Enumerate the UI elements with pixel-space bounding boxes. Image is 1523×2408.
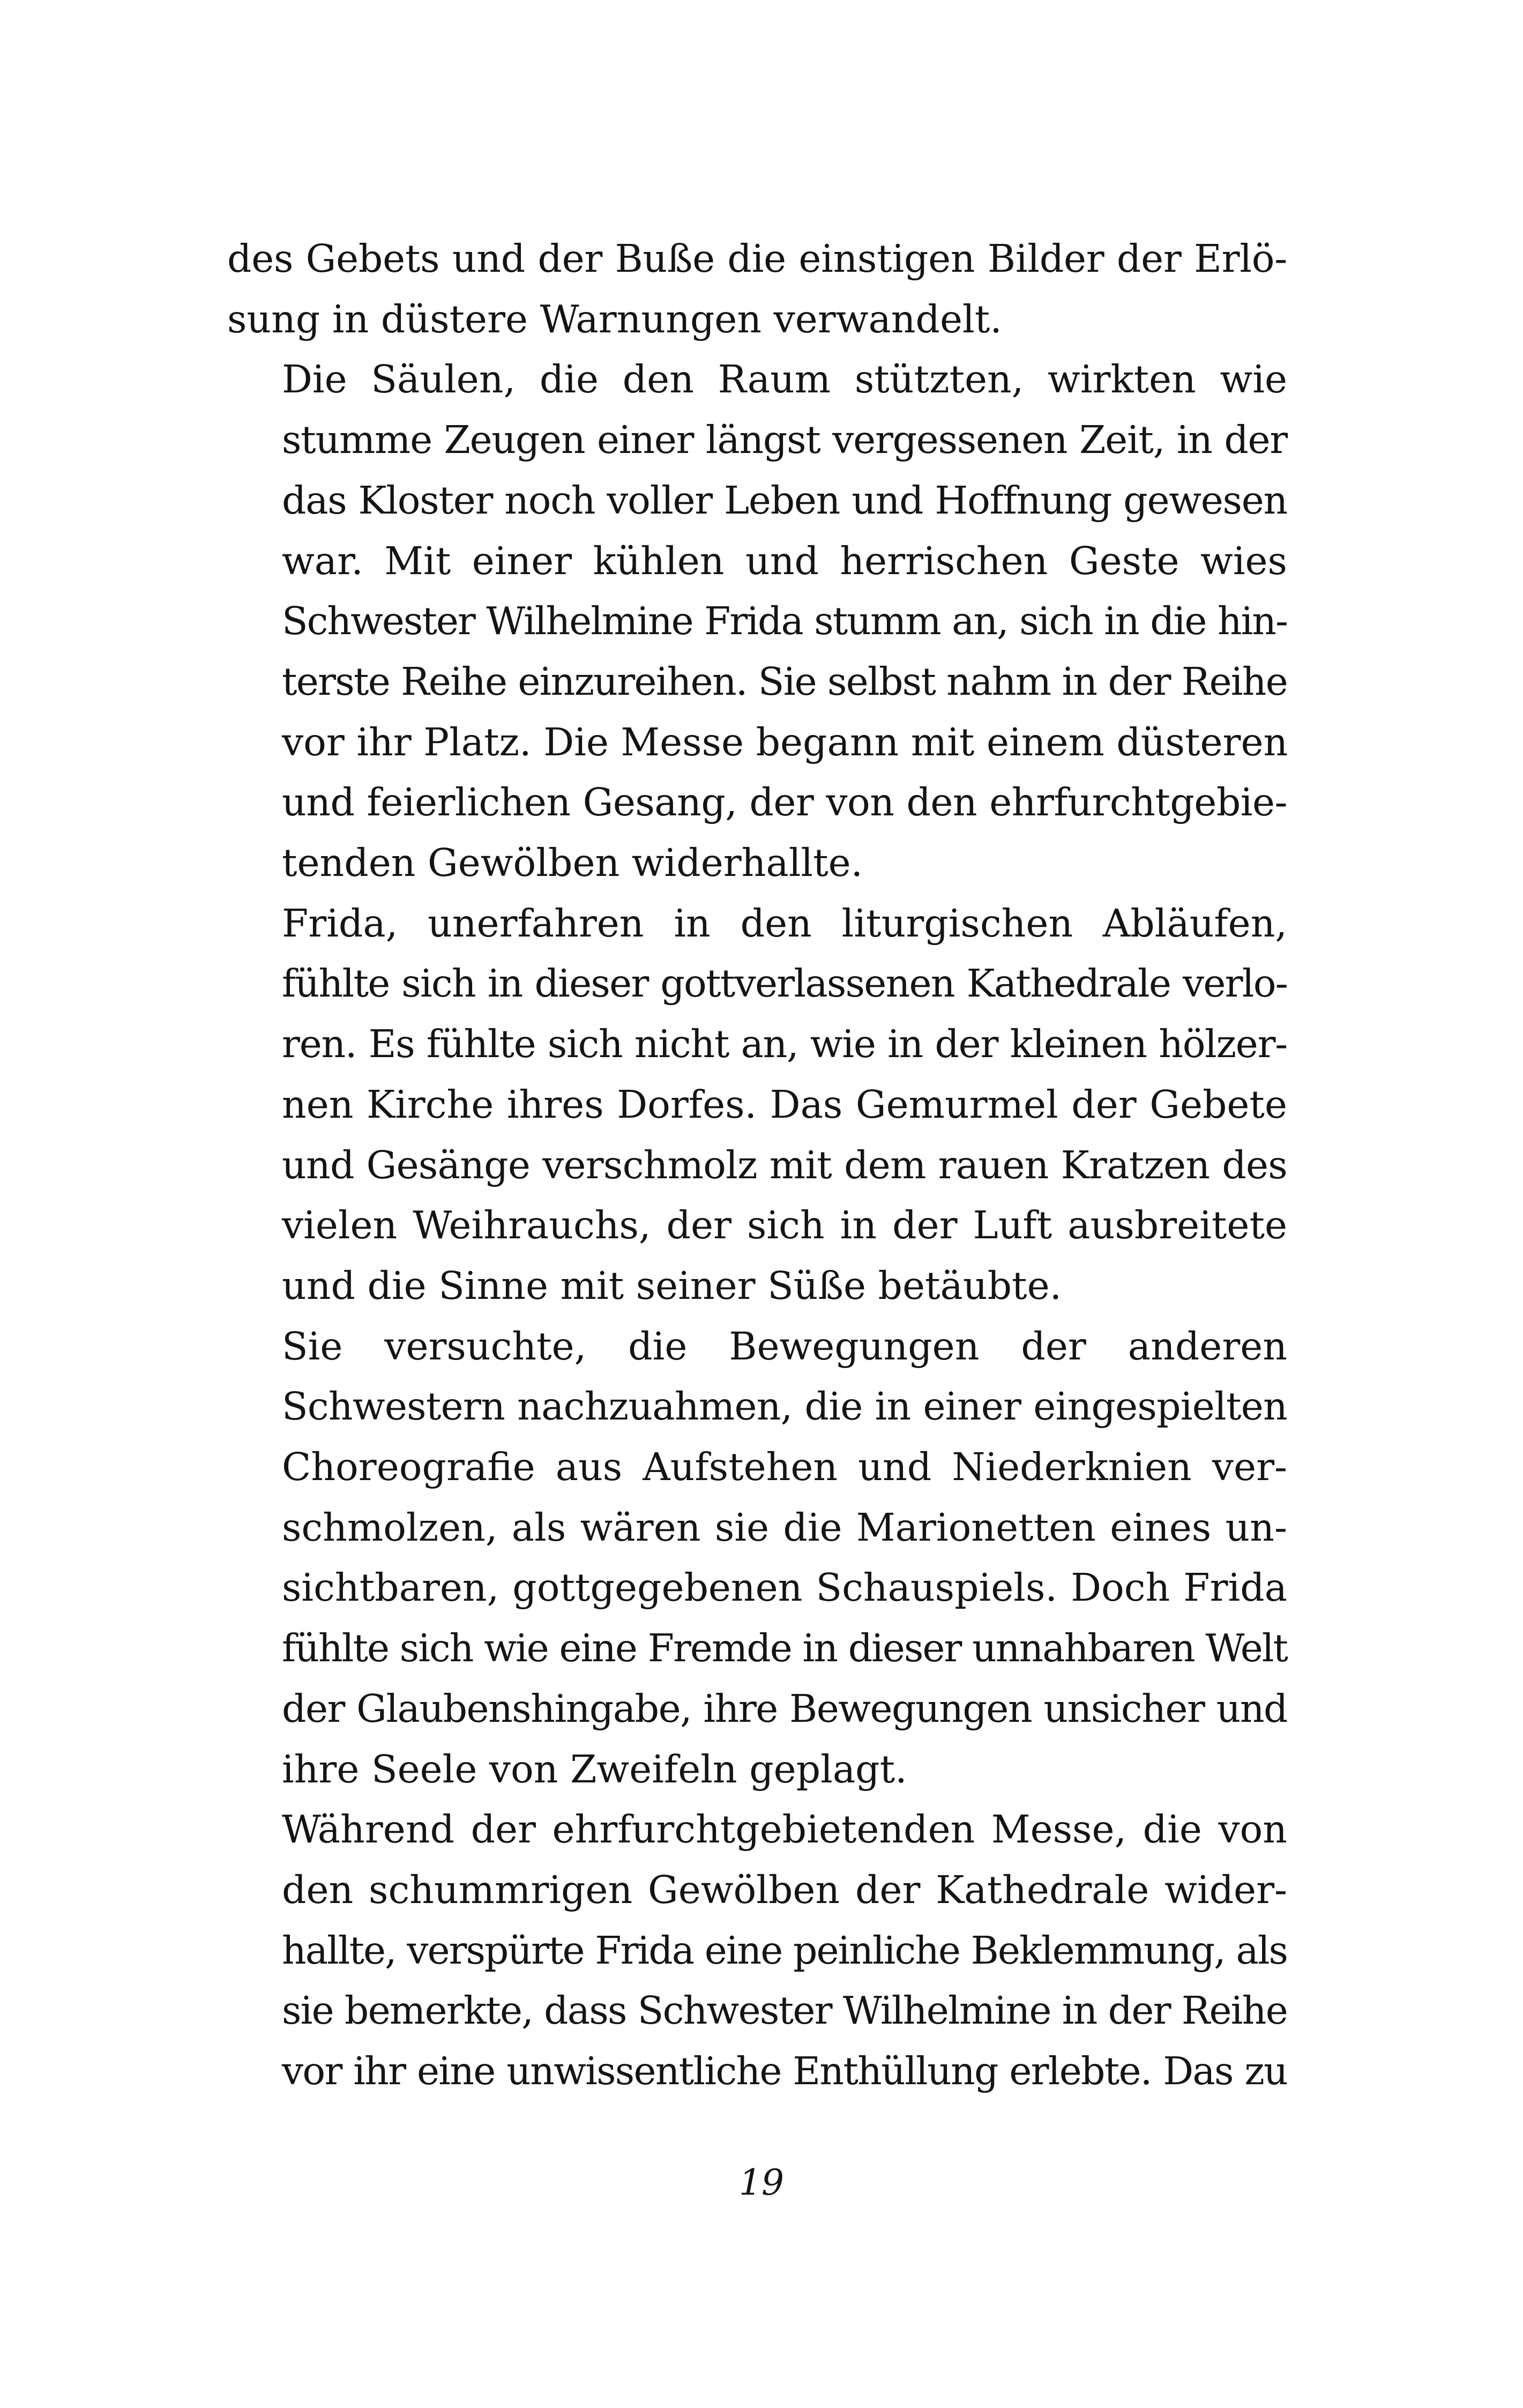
text-line: sichtbaren, gottgegebenen Schauspiels. Doch Frida <box>282 1565 1287 1610</box>
text-line: Schwestern nachzuahmen, die in einer eingespielten <box>282 1384 1287 1429</box>
text-line: hallte, verspürte Frida eine peinliche Beklemmung, als <box>282 1928 1287 1973</box>
text-line: Frida, unerfahren in den liturgischen Abläufen, <box>282 901 1287 946</box>
text-line: fühlte sich in dieser gottverlassenen Kathedrale verlo- <box>282 961 1287 1006</box>
text-line: den schummrigen Gewölben der Kathedrale wider- <box>282 1867 1287 1912</box>
text-line: Choreografie aus Aufstehen und Niederknien ver- <box>282 1445 1287 1490</box>
text-line: ren. Es fühlte sich nicht an, wie in der kleinen hölzer- <box>282 1022 1287 1067</box>
text-line: sung in düstere Warnungen verwandelt. <box>227 296 1002 341</box>
text-line: terste Reihe einzureihen. Sie selbst nahm in der Reihe <box>282 659 1287 704</box>
text-line: tenden Gewölben widerhallte. <box>282 841 863 886</box>
text-line: Sie versuchte, die Bewegungen der anderen <box>282 1324 1287 1369</box>
text-line: des Gebets und der Buße die einstigen Bilder der Erlö- <box>227 236 1287 281</box>
text-line: der Glaubenshingabe, ihre Bewegungen unsicher und <box>282 1686 1287 1731</box>
text-line: und Gesänge verschmolz mit dem rauen Kratzen des <box>282 1142 1287 1187</box>
paragraph <box>227 350 1287 893</box>
paragraph <box>227 229 1287 350</box>
text-line: fühlte sich wie eine Fremde in dieser unnahbaren Welt <box>282 1626 1287 1671</box>
text-line: nen Kirche ihres Dorfes. Das Gemurmel der Gebete <box>282 1082 1287 1127</box>
text-line: sie bemerkte, dass Schwester Wilhelmine in der Reihe <box>282 1988 1287 2033</box>
text-line: ihre Seele von Zweifeln geplagt. <box>282 1746 907 1792</box>
text-line: vor ihr eine unwissentliche Enthüllung erlebte. Das zu <box>282 2049 1287 2094</box>
text-line: Schwester Wilhelmine Frida stumm an, sich in die hin- <box>282 599 1287 644</box>
text-line: das Kloster noch voller Leben und Hoffnung gewesen <box>282 478 1287 523</box>
text-line: stumme Zeugen einer längst vergessenen Zeit, in der <box>282 418 1287 463</box>
text-line: vor ihr Platz. Die Messe begann mit einem düsteren <box>282 719 1288 764</box>
text-line: Während der ehrfurchtgebietenden Messe, die von <box>282 1807 1287 1852</box>
text-line: und feierlichen Gesang, der von den ehrfurchtgebie- <box>282 780 1287 825</box>
page-number: 19 <box>739 2162 784 2203</box>
paragraph <box>227 1800 1287 2102</box>
body-text <box>227 229 1287 2102</box>
text-line: und die Sinne mit seiner Süße betäubte. <box>282 1263 1062 1308</box>
text-line: schmolzen, als wären sie die Marionetten eines un- <box>282 1505 1287 1550</box>
text-line: Die Säulen, die den Raum stützten, wirkten wie <box>282 357 1287 402</box>
text-line: war. Mit einer kühlen und herrischen Geste wies <box>282 538 1287 583</box>
text-line: vielen Weihrauchs, der sich in der Luft ausbreitete <box>282 1203 1287 1248</box>
paragraph <box>227 894 1287 1317</box>
paragraph <box>227 1317 1287 1800</box>
